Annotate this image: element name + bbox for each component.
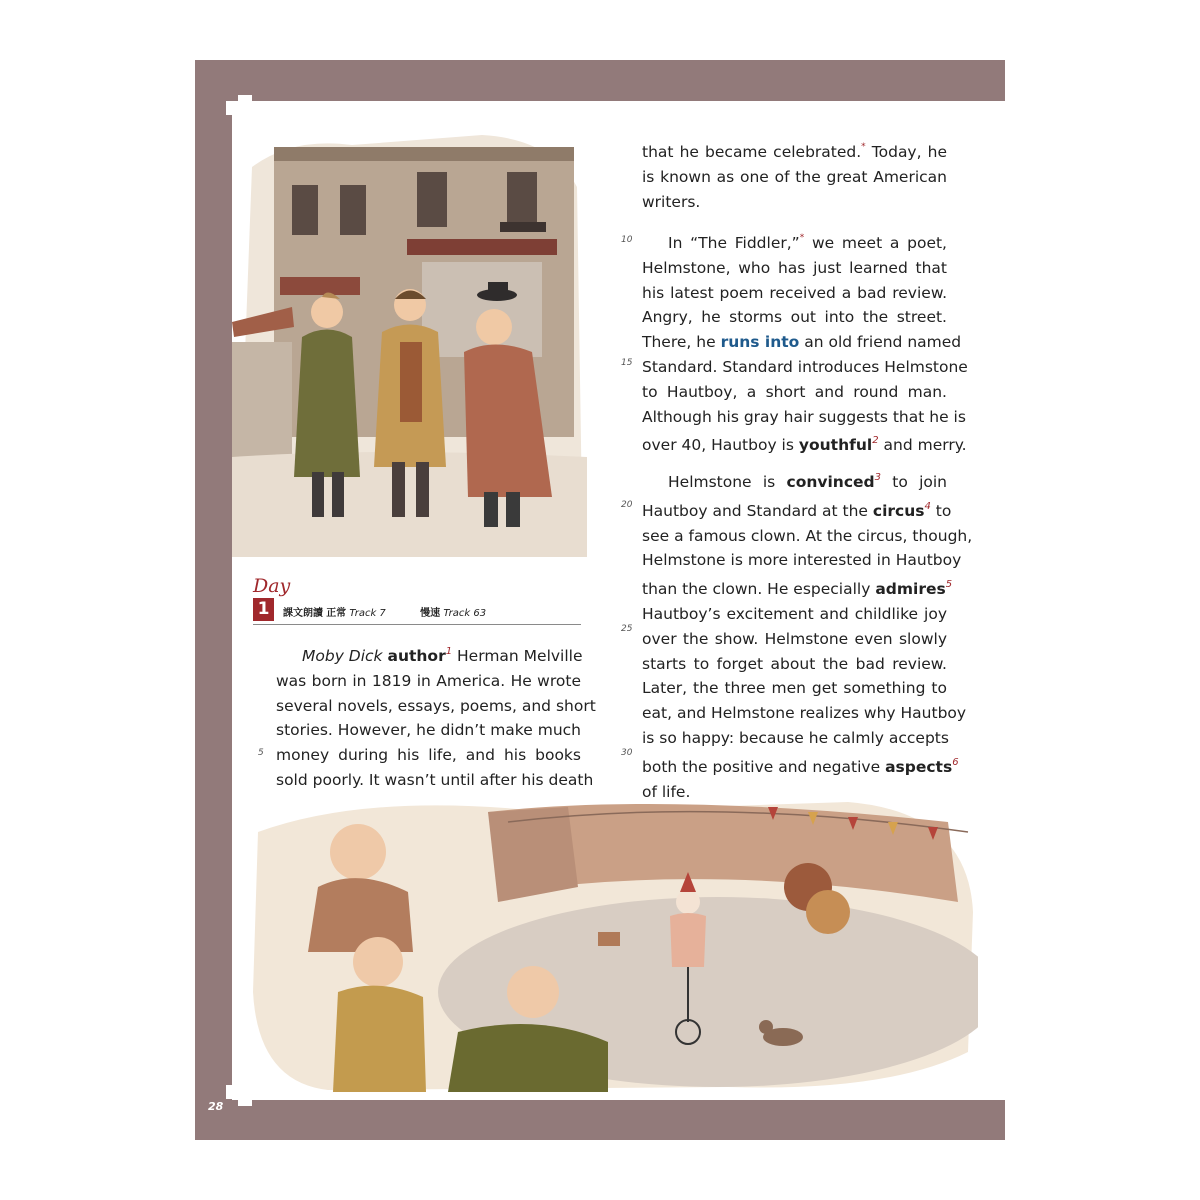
text-line [642, 226, 947, 256]
vocab-word: admires [875, 580, 946, 599]
window [340, 185, 366, 235]
text-line: Helmstone is more interested in Hautboy [642, 551, 962, 570]
clown-head [676, 890, 700, 914]
text-span: both the positive and negative [642, 757, 881, 776]
window [507, 172, 537, 227]
man-head [311, 296, 343, 328]
text-span: Herman Melville [457, 647, 583, 665]
footnote-marker: 4 [924, 500, 931, 512]
text-line: Standard. Standard introduces Helmstone [642, 357, 968, 376]
footnote-marker: 1 [445, 646, 453, 657]
top-hat-crown [488, 282, 508, 296]
audio-track-info [283, 604, 486, 619]
footnote-marker: 5 [945, 579, 953, 591]
text-line: money during his life, and his books [276, 746, 581, 765]
text-line [642, 573, 953, 602]
building-cornice [274, 147, 574, 161]
text-line: Angry, he storms out into the street. [642, 308, 947, 327]
window [292, 185, 318, 235]
column-right-paragraph-1 [642, 135, 947, 214]
text-line [642, 135, 947, 165]
text-line [642, 495, 952, 524]
spectator-coat [448, 1024, 608, 1092]
man-head [476, 309, 512, 345]
spectator-coat [308, 878, 413, 952]
spectator-coat [333, 986, 426, 1092]
day-label: Day [253, 575, 291, 597]
reading-label: 課文朗讀 [283, 608, 323, 619]
circus-stool [598, 932, 620, 946]
trousers [312, 472, 324, 517]
text-line: of life. [642, 782, 691, 801]
line-number: 25 [621, 624, 633, 634]
day-header-divider [253, 624, 581, 625]
line-number: 30 [621, 748, 633, 758]
text-span: we meet a poet, [811, 234, 947, 252]
vocab-word: aspects [885, 757, 953, 776]
circus-scene-illustration [248, 792, 978, 1092]
text-span: Hautboy and Standard at the [642, 501, 868, 520]
spectator-head [353, 937, 403, 987]
window [417, 172, 447, 227]
shop-awning [407, 239, 557, 255]
side-wall [232, 342, 292, 462]
text-span: In “The Fiddler,” [668, 234, 800, 252]
normal-track: Track 7 [349, 608, 386, 619]
text-line: sold poorly. It wasn’t until after his death [276, 770, 594, 789]
text-line: Although his gray hair suggests that he is [642, 407, 966, 426]
column-right-paragraph-2 [642, 226, 968, 458]
footnote-marker: 6 [952, 756, 959, 768]
slow-track: Track 63 [443, 608, 487, 619]
footnote-marker: 2 [872, 435, 879, 447]
balcony [500, 222, 546, 232]
curtain-fold [488, 807, 578, 902]
text-line: was born in 1819 in America. He wrote [276, 671, 581, 690]
text-line: is so happy: because he calmly accepts [642, 728, 949, 747]
page-corner-step [226, 1085, 232, 1099]
text-line: over the show. Helmstone even slowly [642, 629, 947, 648]
dog-head [759, 1020, 773, 1034]
page-corner-step [238, 1100, 252, 1106]
text-span: to [935, 501, 952, 520]
trousers [484, 492, 498, 527]
text-line: is known as one of the great American [642, 167, 947, 186]
circus-ball [806, 890, 850, 934]
vocab-word: author [387, 647, 446, 665]
text-line: stories. However, he didn’t make much [276, 721, 581, 740]
text-line: eat, and Helmstone realizes why Hautboy [642, 704, 967, 723]
line-number: 10 [621, 235, 633, 245]
text-line [642, 429, 967, 458]
text-span: There, he [642, 333, 716, 352]
trousers [506, 492, 520, 527]
text-span: to join [892, 473, 947, 491]
spectator-head [507, 966, 559, 1018]
normal-speed-label: 正常 [326, 608, 347, 619]
vocab-word: convinced [786, 473, 875, 491]
text-line: Hautboy’s excitement and childlike joy [642, 604, 947, 623]
text-span: that he became celebrated. [642, 143, 862, 161]
text-line: several novels, essays, poems, and short [276, 696, 596, 715]
trousers [416, 462, 429, 517]
text-span: an old friend named [804, 333, 962, 352]
spectator-head [330, 824, 386, 880]
text-span: Helmstone is [668, 473, 776, 491]
text-line [276, 640, 581, 669]
day-number-badge: 1 [253, 598, 274, 621]
column-right-paragraph-3 [642, 466, 973, 804]
waistcoat [400, 342, 422, 422]
text-line: starts to forget about the bad review. [642, 654, 947, 673]
text-span: and merry. [883, 436, 967, 455]
asterisk-marker: * [861, 142, 866, 152]
text-line [642, 330, 962, 355]
line-number: 15 [621, 358, 633, 368]
line-number: 5 [258, 748, 264, 758]
text-line: Helmstone, who has just learned that [642, 258, 947, 277]
text-line: Later, the three men get something to [642, 679, 947, 698]
shop-sign [280, 277, 360, 295]
text-line: writers. [642, 192, 701, 211]
line-number: 20 [621, 500, 633, 510]
text-line: see a famous clown. At the circus, though, [642, 526, 973, 545]
trousers [332, 472, 344, 517]
text-line: his latest poem received a bad review. [642, 283, 947, 302]
text-line [642, 466, 947, 495]
book-title: Moby Dick [302, 647, 383, 665]
footnote-marker: 3 [874, 472, 881, 483]
shop-window [422, 262, 542, 357]
street-scene-illustration [232, 127, 587, 557]
vocab-word: circus [872, 501, 925, 520]
text-span: than the clown. He especially [642, 580, 871, 599]
page-corner-step [226, 101, 232, 115]
page-number: 28 [208, 1100, 224, 1113]
clown-suit [670, 913, 706, 967]
text-line: to Hautboy, a short and round man. [642, 382, 947, 401]
slow-speed-label: 慢速 [420, 608, 441, 619]
vocab-word: youthful [798, 436, 873, 455]
text-span: Today, he [871, 143, 947, 161]
text-span: over 40, Hautboy is [642, 436, 794, 455]
text-line [642, 751, 959, 780]
page-corner-step [238, 95, 252, 101]
phrase-highlight: runs into [720, 333, 800, 352]
trousers [392, 462, 405, 517]
column-left-paragraph [276, 640, 596, 793]
asterisk-marker: * [799, 233, 805, 243]
green-coat [294, 330, 360, 478]
